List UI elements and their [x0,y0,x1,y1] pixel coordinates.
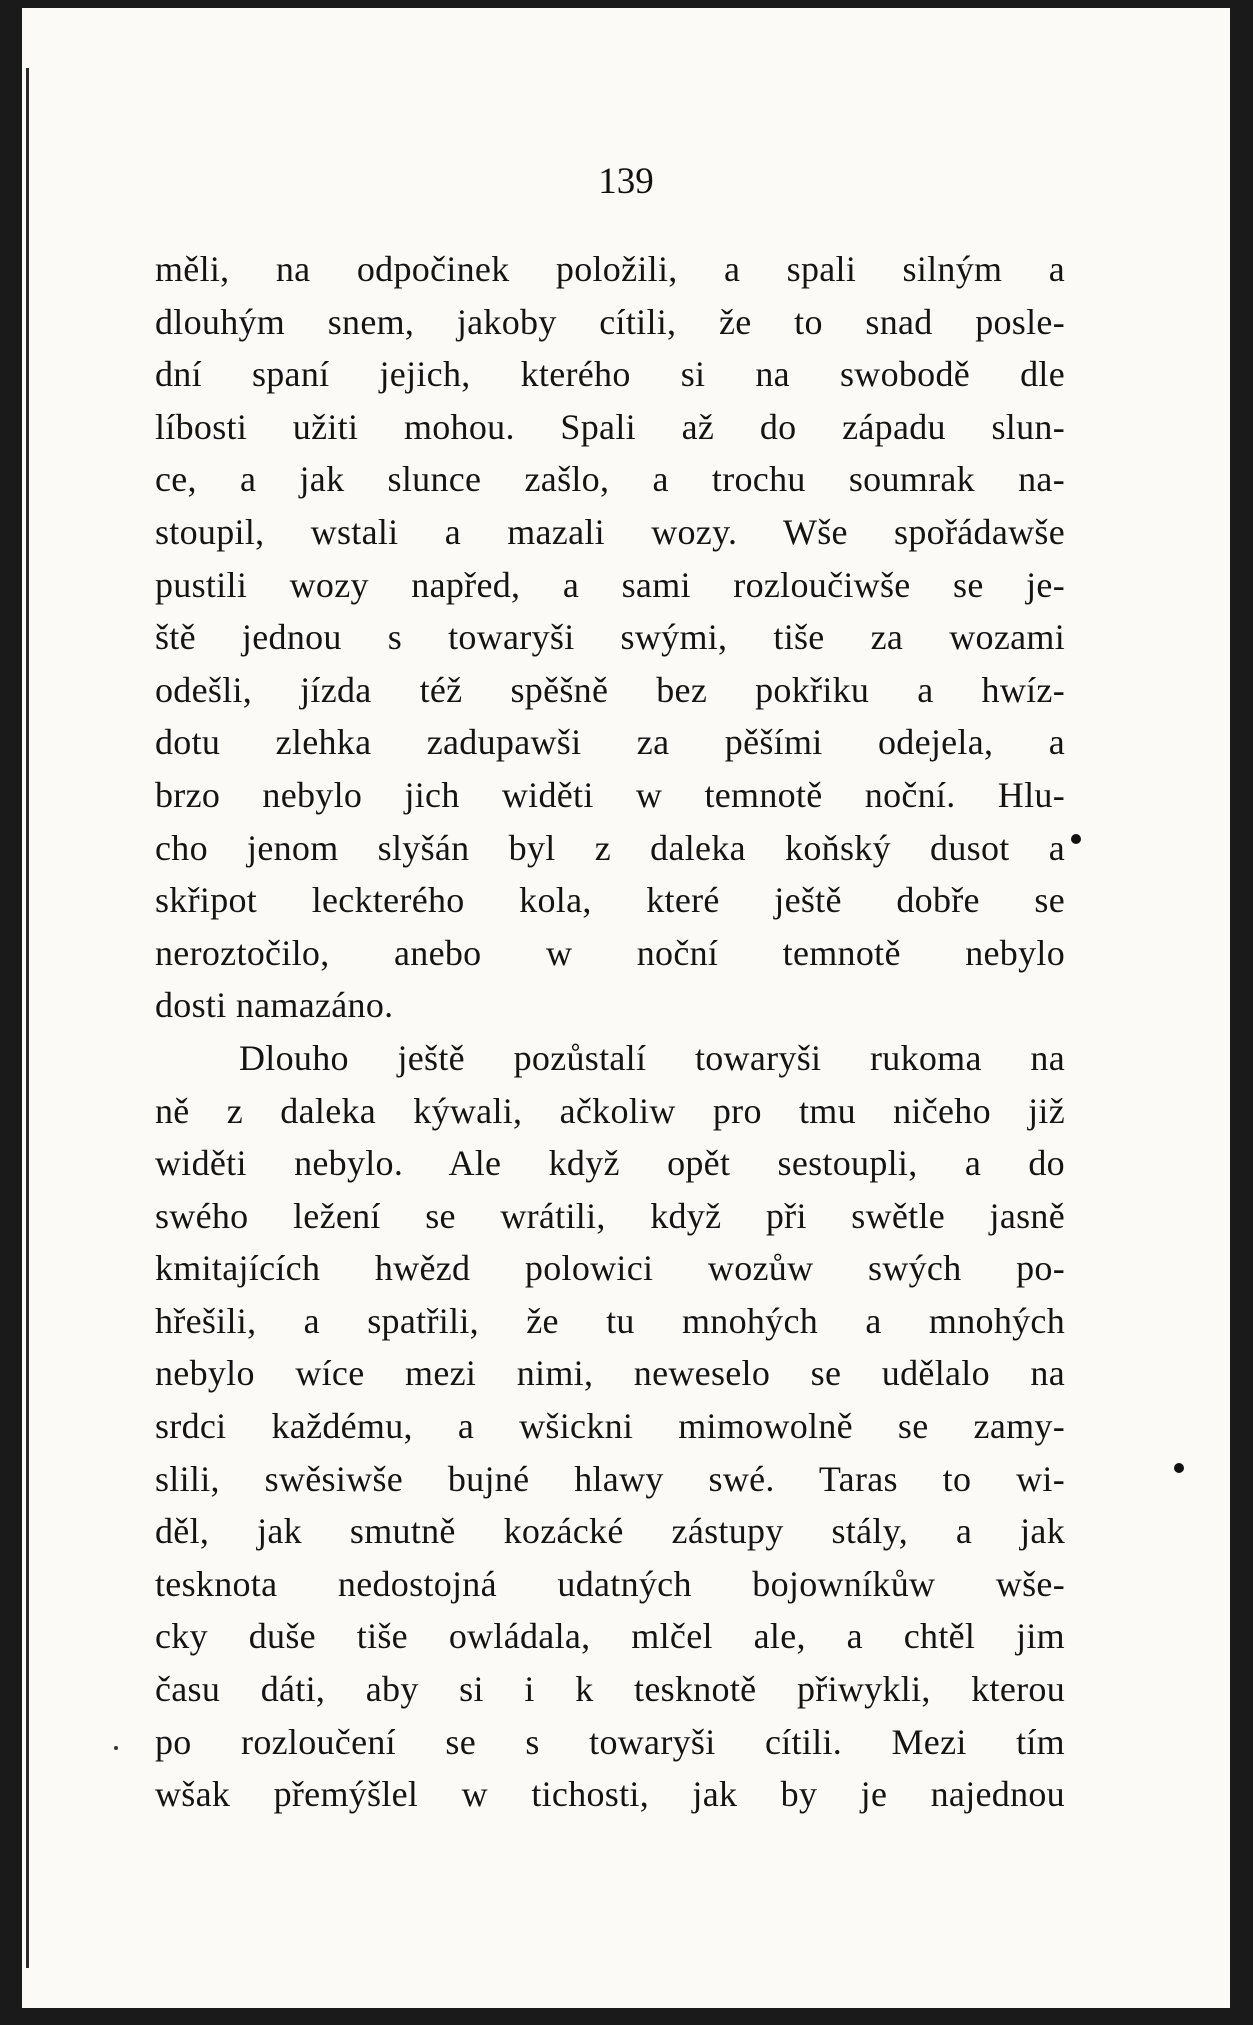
text-line: widěti nebylo. Ale když opět sestoupli, a do [155,1143,1065,1184]
body-text [155,243,1065,1821]
text-line: neroztočilo, anebo w noční temnotě nebylo [155,932,1065,973]
text-line: pustili wozy napřed, a sami rozloučiwše se je- [155,564,1065,605]
text-line: tesknota nedostojná udatných bojowníkůw wše- [155,1563,1065,1604]
text-line: ně z daleka kýwali, ačkoliw pro tmu ničeho již [155,1090,1065,1131]
book-page [22,8,1230,2008]
text-line: stoupil, wstali a mazali wozy. Wše spořádawše [155,511,1065,552]
text-line: dosti namazáno. [155,985,394,1026]
text-line: měli, na odpočinek položili, a spali silným a [155,249,1065,289]
text-line: po rozloučení se s towaryši cítili. Mezi tím [155,1721,1065,1762]
text-line: odešli, jízda též spěšně bez pokřiku a hwíz- [155,669,1065,710]
text-line: hřešili, a spatřili, že tu mnohých a mnohých [155,1300,1065,1341]
text-line: skřipot leckterého kola, které ještě dobře se [155,880,1065,921]
text-line: dlouhým snem, jakoby cítili, že to snad posle- [155,301,1065,342]
text-line: ště jednou s towaryši swými, tiše za wozami [155,617,1065,658]
text-line: srdci každému, a wšickni mimowolně se zamy- [155,1406,1065,1447]
ink-fleck [114,1746,118,1750]
text-line: swého ležení se wrátili, když při swětle jasně [155,1195,1065,1236]
text-line: ce, a jak slunce zašlo, a trochu soumrak na- [155,459,1065,500]
text-line: cky duše tiše owládala, mlčel ale, a chtěl jim [155,1616,1065,1657]
text-line: dní spaní jejich, kterého si na swobodě dle [155,354,1065,395]
text-line: líbosti užiti mohou. Spali až do západu slun- [155,406,1065,447]
text-line: cho jenom slyšán byl z daleka koňský dusot a [155,827,1065,868]
text-line: nebylo wíce mezi nimi, neweselo se udělalo na [155,1353,1065,1394]
text-line: děl, jak smutně kozácké zástupy stály, a jak [155,1511,1065,1552]
text-line: wšak přemýšlel w tichosti, jak by je najednou [155,1774,1065,1815]
text-line: slili, swěsiwše bujné hlawy swé. Taras to wi- [155,1458,1065,1499]
text-line: kmitajících hwězd polowici wozůw swých po- [155,1248,1065,1289]
ink-dot [1071,834,1081,844]
text-line: dotu zlehka zadupawši za pěšími odejela, a [155,722,1065,763]
page-spine-edge [26,68,29,1968]
ink-dot [1174,1463,1184,1473]
text-line: času dáti, aby si i k tesknotě přiwykli, kterou [155,1669,1065,1710]
page-number: 139 [598,161,654,202]
text-line: brzo nebylo jich widěti w temnotě noční. Hlu- [155,774,1065,815]
text-line: Dlouho ještě pozůstalí towaryši rukoma na [239,1037,1065,1078]
